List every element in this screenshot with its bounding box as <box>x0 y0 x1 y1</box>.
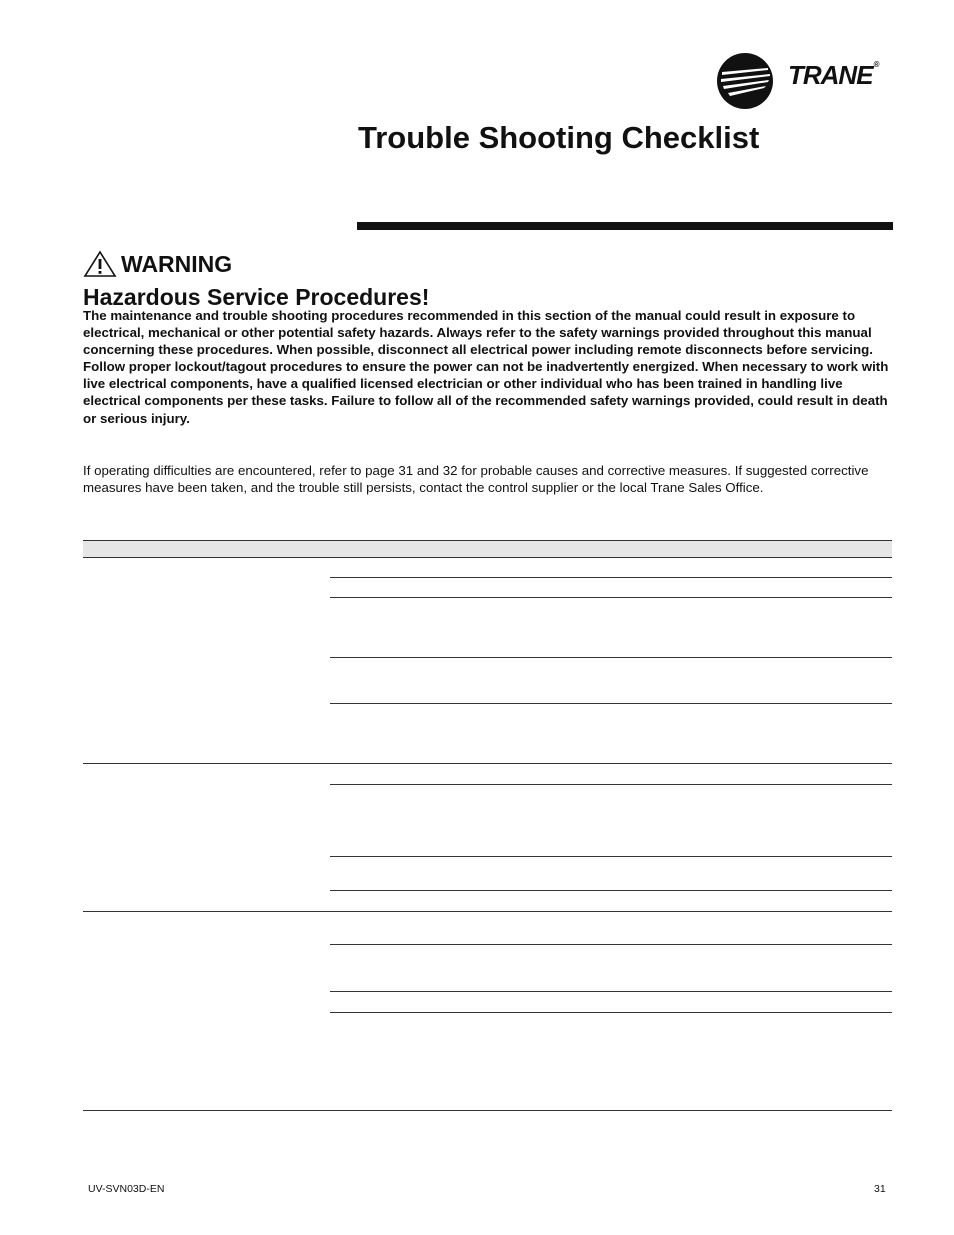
warning-label: WARNING <box>121 251 233 277</box>
table-section-divider <box>83 911 892 912</box>
table-header-row <box>83 540 892 558</box>
warning-body: The maintenance and trouble shooting procedures recommended in this section of the manual could result in exposure to electrical, mechanical or other potential safety hazards. Always refer to the safety warnings provided throughout this manual concerning these procedures. When possible, disconnect all electrical power including remote disconnects before servicing. Follow proper lockout/tagout procedures to ensure the power can not be inadvertently energized. When necessary to work with live electrical components, have a qualified licensed electrician or other individual who has been trained in handling live electrical components per these tasks. Failure to follow all of the recommended safety warnings provided, could result in death or serious injury. <box>83 308 889 426</box>
trane-logo-icon <box>716 52 776 110</box>
warning-heading <box>83 250 903 311</box>
footer-page-number: 31 <box>874 1183 886 1195</box>
table-row-divider <box>330 944 892 945</box>
table-section-divider <box>83 763 892 764</box>
table-row-divider <box>330 991 892 992</box>
table-bottom-rule <box>83 1110 892 1111</box>
table-row-divider <box>330 1012 892 1013</box>
table-row-divider <box>330 597 892 598</box>
page-title: Trouble Shooting Checklist <box>358 120 760 155</box>
table-row-divider <box>330 703 892 704</box>
table-row-divider <box>330 890 892 891</box>
trane-logo <box>716 52 896 110</box>
table-row-divider <box>330 577 892 578</box>
warning-triangle-icon <box>83 250 117 278</box>
table-row-divider <box>330 657 892 658</box>
table-row-divider <box>330 856 892 857</box>
intro-paragraph: If operating difficulties are encountered, refer to page 31 and 32 for probable causes and corrective measures. If suggested corrective measures have been taken, and the trouble still persists, contact the control supplier or the local Trane Sales Office. <box>83 463 869 496</box>
warning-title: Hazardous Service Procedures! <box>83 284 430 310</box>
footer-doc-id: UV-SVN03D-EN <box>88 1183 165 1195</box>
table-row-divider <box>330 784 892 785</box>
title-rule <box>357 222 893 230</box>
logo-wordmark: TRANE® <box>788 60 879 90</box>
